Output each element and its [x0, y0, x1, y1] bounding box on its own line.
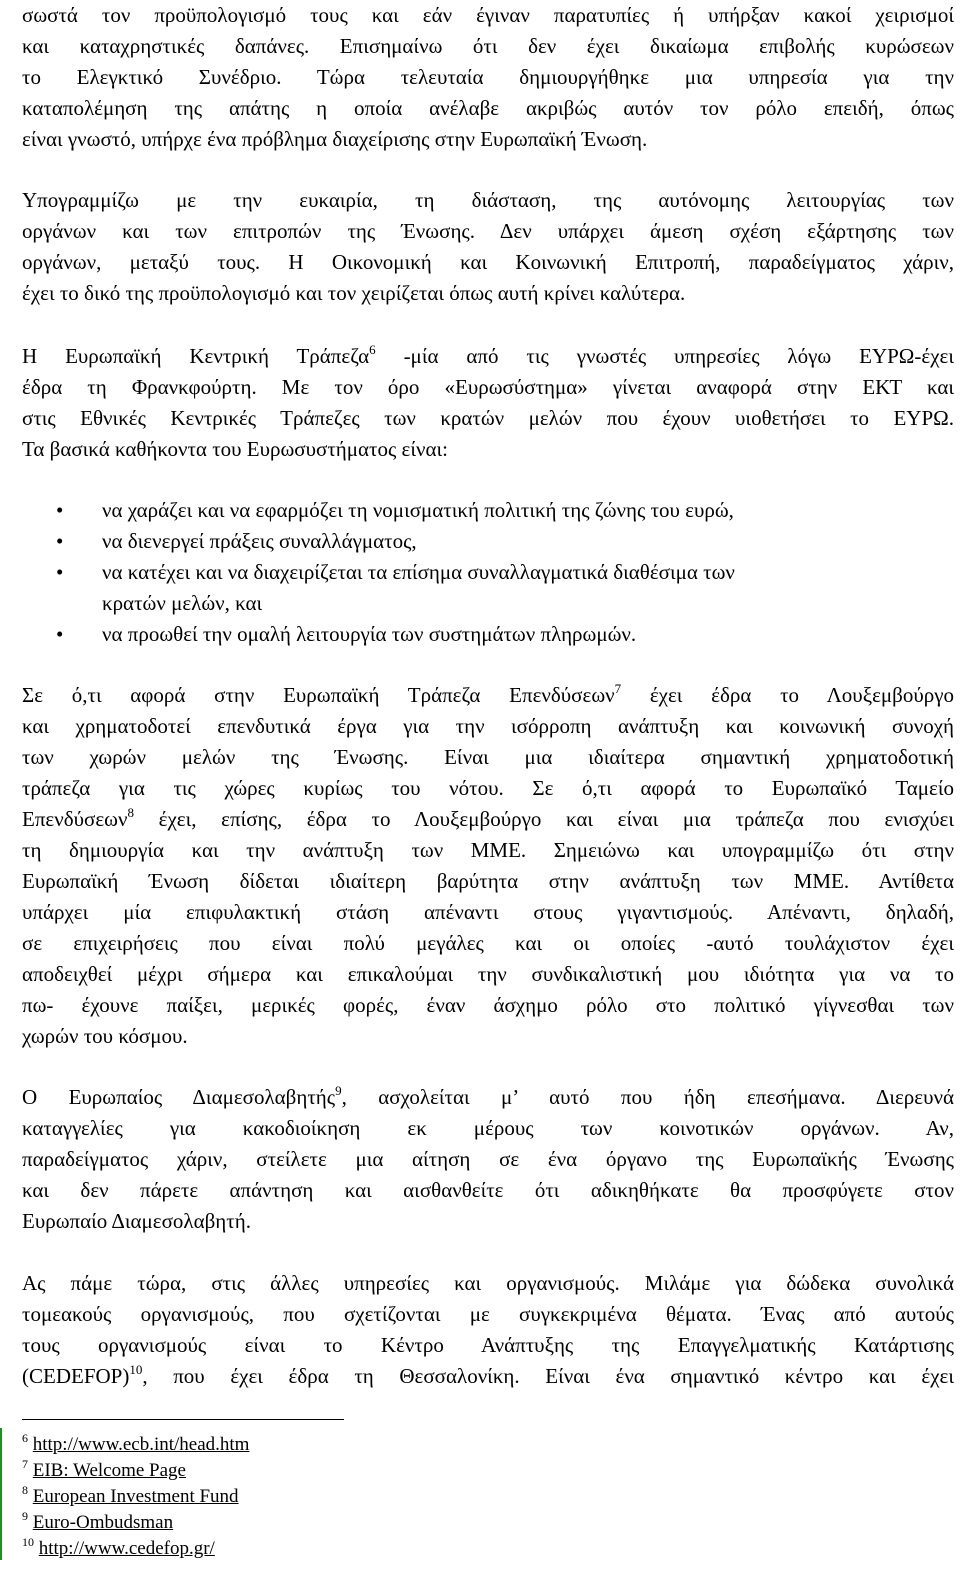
text-line: Ευρωπαϊκή Ένωση δίδεται ιδιαίτερη βαρύτητα στην ανάπτυξη των ΜΜΕ. Αντίθετα	[22, 869, 954, 893]
text-line: το Ελεγκτικό Συνέδριο. Τώρα τελευταία δημιουργήθηκε μια υπηρεσία για την	[22, 65, 954, 89]
text-line: τους οργανισμούς είναι το Κέντρο Ανάπτυξης της Επαγγελματικής Κατάρτισης	[22, 1333, 954, 1357]
paragraph-audit	[22, 0, 954, 155]
list-item: • να χαράζει και να εφαρμόζει τη νομισματική πολιτική της ζώνης του ευρώ,	[22, 495, 954, 526]
text-line: έδρα τη Φρανκφούρτη. Με τον όρο «Ευρωσύστημα» γίνεται αναφορά στην ΕΚΤ και	[22, 375, 954, 399]
bullet-icon: •	[56, 622, 64, 646]
list-item: • να προωθεί την ομαλή λειτουργία των συστημάτων πληρωμών.	[22, 619, 954, 650]
footnote-link[interactable]: Euro-Ombudsman	[32, 1512, 174, 1533]
text-line: έχει το δικό της προϋπολογισμό και τον χειρίζεται όπως αυτή κρίνει καλύτερα.	[22, 281, 686, 305]
text-line: αποδειχθεί μέχρι σήμερα και επικαλούμαι την συνδικαλιστική μου ιδιότητα για να το	[22, 962, 954, 986]
bullet-icon: •	[56, 498, 64, 522]
footnote-link[interactable]: http://www.ecb.int/head.htm	[32, 1434, 250, 1455]
text-line: Ευρωπαίο Διαμεσολαβητή.	[22, 1209, 251, 1233]
bullet-icon: •	[56, 529, 64, 553]
footnote-ref[interactable]: 6	[369, 342, 376, 357]
text-line: τη δημιουργία και την ανάπτυξη των ΜΜΕ. Σημειώνω και υπογραμμίζω ότι στην	[22, 838, 954, 862]
text-line: Ας πάμε τώρα, στις άλλες υπηρεσίες και οργανισμούς. Μιλάμε για δώδεκα συνολικά	[22, 1271, 954, 1295]
text-line: τομεακούς οργανισμούς, που σχετίζονται με συγκεκριμένα θέματα. Ένας από αυτούς	[22, 1302, 954, 1326]
text-line: τράπεζα για τις χώρες κυρίως του νότου. Σε ό,τι αφορά το Ευρωπαϊκό Ταμείο	[22, 776, 954, 800]
text-line: χωρών του κόσμου.	[22, 1024, 188, 1048]
list-item: • να διενεργεί πράξεις συναλλάγματος,	[22, 526, 954, 557]
footnote-ref[interactable]: 7	[614, 681, 622, 696]
footnote: $^8$ European Investment Fund	[22, 1483, 239, 1507]
footnote-ref[interactable]: 8	[127, 805, 134, 820]
footnotes	[22, 1432, 249, 1562]
footnote: $^6$ http://www.ecb.int/head.htm	[22, 1431, 250, 1455]
footnote-separator	[22, 1419, 344, 1420]
text-line: στις Εθνικές Κεντρικές Τράπεζες των κρατών μελών που έχουν υιοθετήσει το ΕΥΡΩ.	[22, 406, 954, 430]
text-line: και καταχρηστικές δαπάνες. Επισημαίνω ότι δεν έχει δικαίωμα επιβολής κυρώσεων	[22, 34, 954, 58]
text-line: υπάρχει μία επιφυλακτική στάση απέναντι στους γιγαντισμούς. Απέναντι, δηλαδή,	[22, 900, 954, 924]
footnote-link[interactable]: http://www.cedefop.gr/	[38, 1538, 215, 1559]
paragraph-ombudsman	[22, 1082, 954, 1237]
paragraph-autonomy	[22, 185, 954, 309]
footnote-link[interactable]: EIB: Welcome Page	[32, 1460, 186, 1481]
text-line: καταπολέμηση της απάτης η οποία ανέλαβε ακριβώς αυτόν τον ρόλο επειδή, όπως	[22, 96, 954, 120]
text-line: οργάνων, μεταξύ τους. Η Οικονομική και Κοινωνική Επιτροπή, παραδείγματος χάριν,	[22, 250, 954, 274]
text-line: Σε ό,τι αφορά στην Ευρωπαϊκή Τράπεζα Επενδύσεων$^7$ έχει έδρα το Λουξεμβούργο	[22, 681, 954, 707]
paragraph-ecb	[22, 341, 954, 465]
text-line: σε επιχειρήσεις που είναι πολύ μεγάλες και οι οποίες -αυτό τουλάχιστον έχει	[22, 931, 954, 955]
footnote-ref[interactable]: 9	[335, 1083, 342, 1098]
text-line: Η Ευρωπαϊκή Κεντρική Τράπεζα$^6$ -μία από τις γνωστές υπηρεσίες λόγω ΕΥΡΩ-έχει	[22, 342, 954, 368]
text-line: και χρηματοδοτεί επενδυτικά έργα για την ισόρροπη ανάπτυξη και κοινωνική συνοχή	[22, 714, 954, 738]
text-line: είναι γνωστό, υπήρχε ένα πρόβλημα διαχείρισης στην Ευρωπαϊκή Ένωση.	[22, 127, 648, 151]
footnote-ref[interactable]: 10	[129, 1362, 143, 1377]
paragraph-eib	[22, 680, 954, 1052]
text-line: και δεν πάρετε απάντηση και αισθανθείτε ότι αδικηθήκατε θα προσφύγετε στον	[22, 1178, 954, 1202]
footnote: $^9$ Euro-Ombudsman	[22, 1509, 174, 1533]
text-line: Ο Ευρωπαίος Διαμεσολαβητής$^9$, ασχολείται μ’ αυτό που ήδη επεσήμανα. Διερευνά	[22, 1083, 955, 1109]
text-line: σωστά τον προϋπολογισμό τους και εάν έγιναν παρατυπίες ή υπήρξαν κακοί χειρισμοί	[22, 3, 954, 27]
bullet-icon: •	[56, 560, 64, 584]
footnote: $^{10}$ http://www.cedefop.gr/	[22, 1535, 215, 1559]
text-line: παραδείγματος χάριν, στείλετε μια αίτηση σε ένα όργανο της Ευρωπαϊκής Ένωσης	[22, 1147, 954, 1171]
text-line: των χωρών μελών της Ένωσης. Είναι μια ιδιαίτερα σημαντική χρηματοδοτική	[22, 745, 954, 769]
list-item: • να κατέχει και να διαχειρίζεται τα επίσημα συναλλαγματικά διαθέσιμα των κρατών μελών, και	[22, 557, 954, 619]
eurosystem-tasks-list	[22, 495, 954, 650]
text-line: Επενδύσεων$^8$ έχει, επίσης, έδρα το Λουξεμβούργο και είναι μια τράπεζα που ενισχύει	[22, 805, 954, 831]
text-line: (CEDEFOP)$^{10}$, που έχει έδρα τη Θεσσαλονίκη. Είναι ένα σημαντικό κέντρο και έχει	[22, 1362, 954, 1388]
text-line: Τα βασικά καθήκοντα του Ευρωσυστήματος είναι:	[22, 437, 448, 461]
footnote: $^7$ EIB: Welcome Page	[22, 1457, 186, 1481]
paragraph-agencies	[22, 1268, 954, 1392]
change-bar	[0, 1428, 2, 1560]
text-line: οργάνων και των επιτροπών της Ένωσης. Δεν υπάρχει άμεση σχέση εξάρτησης των	[22, 219, 954, 243]
footnote-link[interactable]: European Investment Fund	[32, 1486, 239, 1507]
text-line: Υπογραμμίζω με την ευκαιρία, τη διάσταση, της αυτόνομης λειτουργίας των	[22, 188, 954, 212]
text-line: καταγγελίες για κακοδιοίκηση εκ μέρους των κοινοτικών οργάνων. Αν,	[22, 1116, 954, 1140]
text-line: πω- έχουνε παίξει, μερικές φορές, έναν άσχημο ρόλο στο πολιτικό γίγνεσθαι των	[22, 993, 954, 1017]
